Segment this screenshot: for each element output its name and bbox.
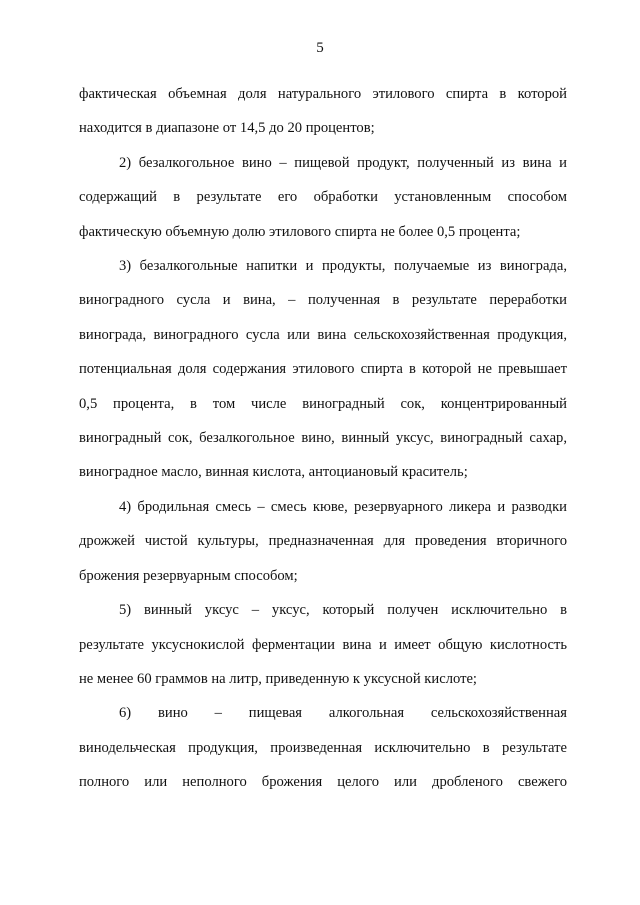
text-line: результате уксуснокислой ферментации вина и имеет общую кислотность (79, 636, 567, 653)
text-line: 4) бродильная смесь – смесь кюве, резервуарного ликера и разводки (119, 498, 567, 515)
text-line: находится в диапазоне от 14,5 до 20 процентов; (79, 120, 375, 137)
text-line: 3) безалкогольные напитки и продукты, получаемые из винограда, (119, 258, 567, 275)
text-line: полного или неполного брожения целого или дробленого свежего (79, 774, 567, 791)
text-line: 0,5 процента, в том числе виноградный сок, концентрированный (79, 395, 567, 412)
document-body (79, 77, 567, 800)
text-line: дрожжей чистой культуры, предназначенная для проведения вторичного (79, 533, 567, 550)
text-line: виноградный сок, безалкогольное вино, винный уксус, виноградный сахар, (79, 430, 567, 447)
text-line: виноградного сусла и вина, – полученная в результате переработки (79, 292, 567, 309)
text-line: винодельческая продукция, произведенная исключительно в результате (79, 739, 567, 756)
text-line: 6) вино – пищевая алкогольная сельскохозяйственная (119, 705, 567, 722)
text-line: фактическая объемная доля натурального этилового спирта в которой (79, 86, 567, 102)
text-line: потенциальная доля содержания этилового спирта в которой не превышает (79, 361, 567, 378)
text-line: фактическую объемную долю этилового спирта не более 0,5 процента; (79, 223, 521, 240)
text-line: 5) винный уксус – уксус, который получен исключительно в (119, 602, 567, 619)
text-line: брожения резервуарным способом; (79, 567, 298, 584)
text-line: винограда, виноградного сусла или вина сельскохозяйственная продукция, (79, 326, 567, 343)
text-line: содержащий в результате его обработки установленным способом (79, 189, 567, 206)
text-line: не менее 60 граммов на литр, приведенную к уксусной кислоте; (79, 670, 477, 687)
page-number: 5 (316, 40, 324, 56)
text-line: 2) безалкогольное вино – пищевой продукт, полученный из вина и (119, 154, 567, 171)
text-line: виноградное масло, винная кислота, антоциановый краситель; (79, 464, 468, 481)
